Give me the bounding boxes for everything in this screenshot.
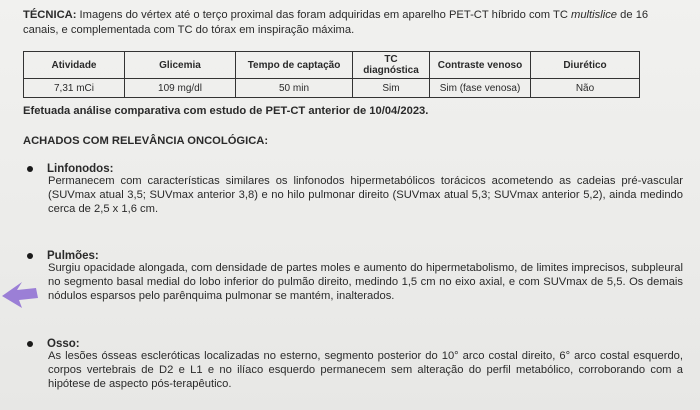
header-diuretico: Diurético xyxy=(531,52,640,79)
header-glicemia: Glicemia xyxy=(125,52,236,79)
section-title: Osso: xyxy=(47,338,80,350)
table-header-row xyxy=(24,52,640,79)
section-header xyxy=(23,250,683,262)
section-title: Pulmões: xyxy=(47,250,99,262)
value-atividade: 7,31 mCi xyxy=(24,79,125,98)
comparative-analysis-line: Efetuada análise comparativa com estudo de PET-CT anterior de 10/04/2023. xyxy=(23,105,429,117)
value-contraste: Sim (fase venosa) xyxy=(430,79,531,98)
value-tempo: 50 min xyxy=(236,79,353,98)
header-tempo: Tempo de captação xyxy=(236,52,353,79)
section-text: Surgiu opacidade alongada, com densidade de partes moles e aumento do hipermetabolismo, de limites imprecisos, subpleural no segmento basal medial do lobo inferior do pulmão direito, medindo 1,5 cm no eixo axial, e com SUVmax de 5,5. Os demais nódulos esparsos pelo parênquima pulmonar se mantém, inalterados. xyxy=(48,262,683,302)
findings-title: ACHADOS COM RELEVÂNCIA ONCOLÓGICA: xyxy=(23,135,269,147)
section-pulmoes xyxy=(23,250,683,303)
value-glicemia: 109 mg/dl xyxy=(125,79,236,98)
section-header xyxy=(23,338,683,350)
section-text: Permanecem com características similares os linfonodos hipermetabólicos torácicos acometendo as cadeias pré-vascular (SUVmax atual 3,5; SUVmax anterior 3,8) e no hilo pulmonar direito (SUVmax atual 5,3; SUVmax anterior 5,2), ainda medindo cerca de 2,5 x 1,6 cm. xyxy=(48,175,683,215)
table-value-row xyxy=(24,79,640,98)
pointer-arrow-icon xyxy=(0,276,42,318)
header-atividade: Atividade xyxy=(24,52,125,79)
section-osso xyxy=(23,338,683,391)
section-linfonodos xyxy=(23,163,683,216)
tecnica-label: TÉCNICA: xyxy=(23,9,77,21)
bullet-icon xyxy=(27,341,33,347)
section-title: Linfonodos: xyxy=(47,163,114,175)
header-contraste: Contraste venoso xyxy=(430,52,531,79)
tecnica-paragraph xyxy=(23,8,683,37)
bullet-icon xyxy=(27,253,33,259)
value-diuretico: Não xyxy=(531,79,640,98)
tecnica-italic: multislice xyxy=(571,9,618,21)
tecnica-text-1: Imagens do vértex até o terço proximal das foram adquiridas em aparelho PET-CT híbrido com TC xyxy=(76,9,572,21)
header-tc: TC diagnóstica xyxy=(353,52,430,79)
value-tc: Sim xyxy=(353,79,430,98)
section-header xyxy=(23,163,683,175)
section-text: As lesões ósseas escleróticas localizadas no esterno, segmento posterior do 10° arco costal direito, 6° arco costal esquerdo, corpos vertebrais de D2 e L1 e no ilíaco esquerdo permanecem sem alteração do perfil metabólico, corroborando com a hipótese de aspecto pós-terapêutico. xyxy=(48,350,683,390)
bullet-icon xyxy=(27,166,33,172)
acquisition-parameters-table xyxy=(23,51,640,98)
tecnica-text-2: de 16 canais, e complementada com TC do tórax em inspiração máxima. xyxy=(23,9,649,36)
